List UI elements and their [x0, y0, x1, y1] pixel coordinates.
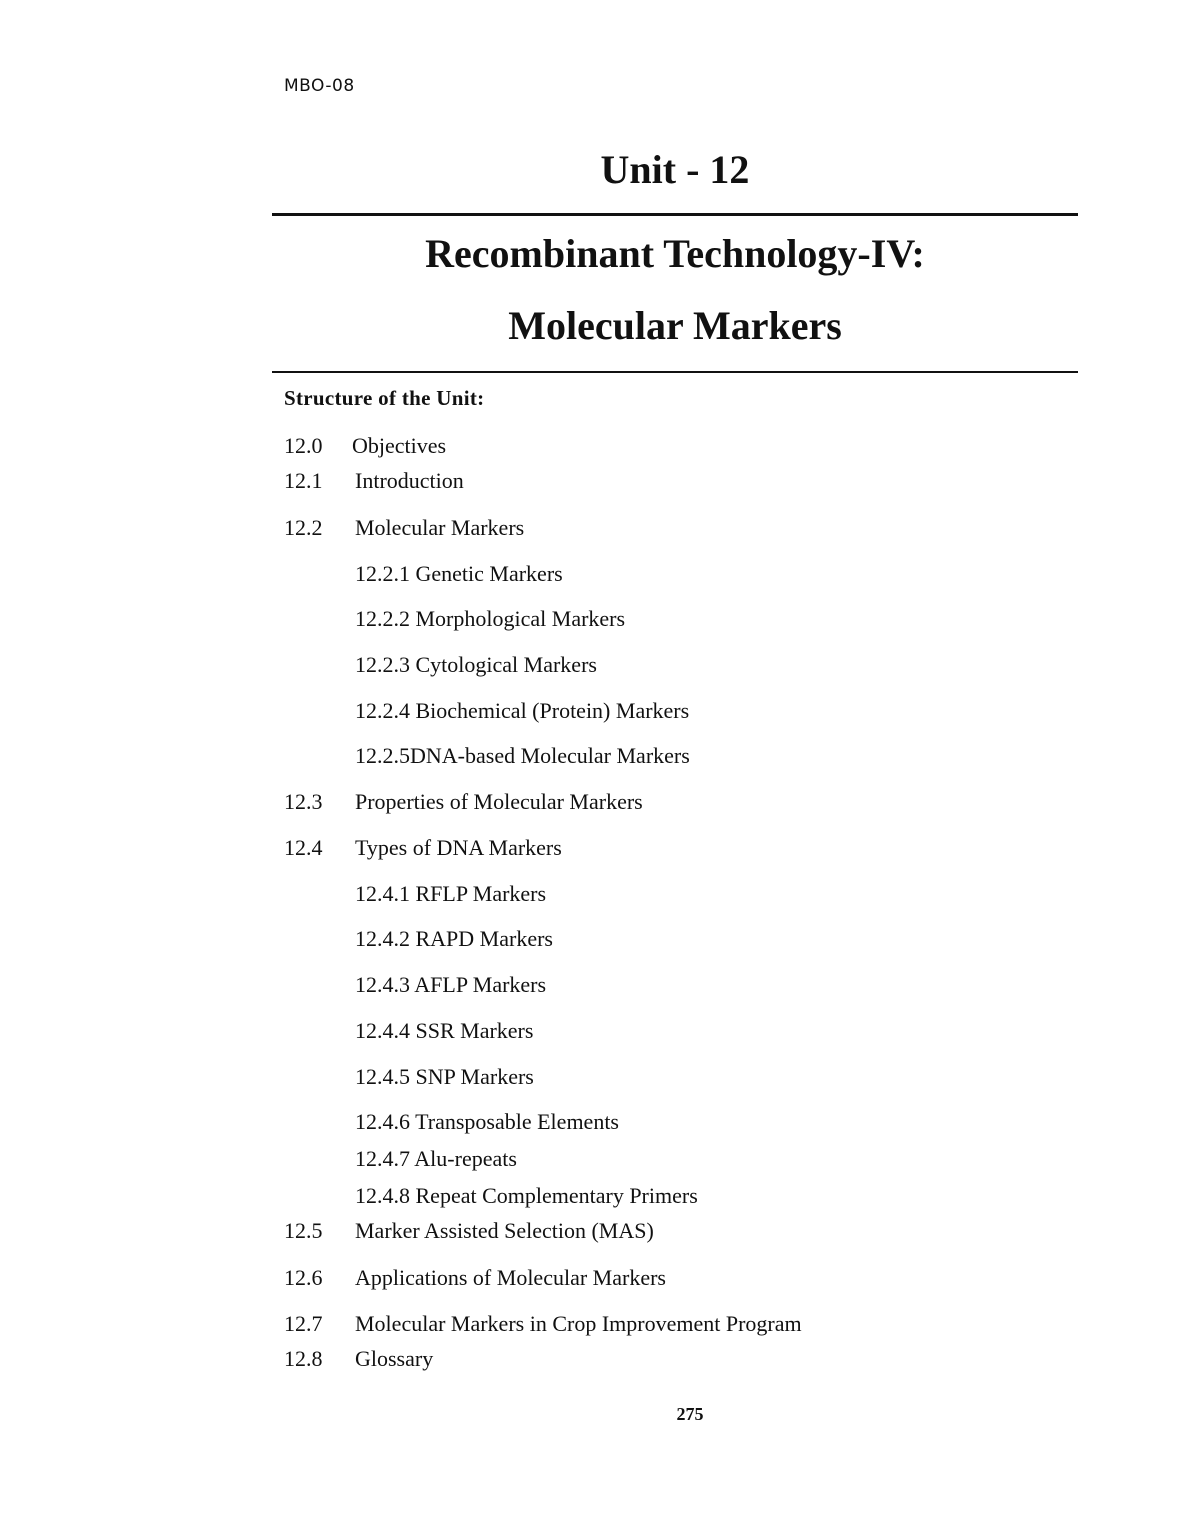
- unit-title-line-2: Molecular Markers: [508, 303, 842, 348]
- toc-number: 12.6: [284, 1265, 323, 1290]
- toc-number: 12.7: [284, 1311, 323, 1336]
- unit-heading: Unit - 12: [600, 147, 750, 192]
- toc-number: 12.1: [284, 468, 323, 493]
- structure-label: Structure of the Unit:: [284, 386, 485, 410]
- heading-rule-bottom: [272, 371, 1078, 373]
- toc-number: 12.8: [284, 1346, 323, 1371]
- toc-subentry-12-4-8: 12.4.8 Repeat Complementary Primers: [355, 1183, 698, 1208]
- toc-label: Introduction: [355, 468, 464, 493]
- toc-subentry-12-4-2: 12.4.2 RAPD Markers: [355, 926, 553, 951]
- toc-label: Molecular Markers in Crop Improvement Program: [355, 1311, 802, 1336]
- toc-subentry-12-2-4: 12.2.4 Biochemical (Protein) Markers: [355, 698, 690, 723]
- toc-subentry-12-2-2: 12.2.2 Morphological Markers: [355, 606, 626, 631]
- toc-subentry-12-4-1: 12.4.1 RFLP Markers: [355, 881, 547, 906]
- toc-label: Objectives: [352, 433, 447, 458]
- toc-label: Marker Assisted Selection (MAS): [355, 1218, 654, 1243]
- toc-label: Molecular Markers: [355, 515, 525, 540]
- toc-subentry-12-2-3: 12.2.3 Cytological Markers: [355, 652, 597, 677]
- toc-number: 12.4: [284, 835, 323, 860]
- toc-subentry-12-2-5: 12.2.5DNA-based Molecular Markers: [355, 743, 690, 768]
- unit-title-line-1: Recombinant Technology-IV:: [425, 231, 925, 276]
- toc-subentry-12-4-3: 12.4.3 AFLP Markers: [355, 972, 547, 997]
- toc-label: Types of DNA Markers: [355, 835, 562, 860]
- toc-label: Glossary: [355, 1346, 434, 1371]
- toc-label: Applications of Molecular Markers: [355, 1265, 666, 1290]
- toc-number: 12.5: [284, 1218, 323, 1243]
- toc-number: 12.0: [284, 433, 323, 458]
- toc-subentry-12-4-7: 12.4.7 Alu-repeats: [355, 1146, 517, 1171]
- heading-rule-top: [272, 213, 1078, 216]
- page-number: 275: [676, 1404, 704, 1424]
- toc-subentry-12-4-4: 12.4.4 SSR Markers: [355, 1018, 534, 1043]
- toc-label: Properties of Molecular Markers: [355, 789, 643, 814]
- toc-subentry-12-4-5: 12.4.5 SNP Markers: [355, 1064, 534, 1089]
- page-code: MBO-08: [284, 76, 355, 96]
- toc-subentry-12-2-1: 12.2.1 Genetic Markers: [355, 561, 563, 586]
- toc-subentry-12-4-6: 12.4.6 Transposable Elements: [355, 1109, 619, 1134]
- toc-number: 12.3: [284, 789, 323, 814]
- toc-number: 12.2: [284, 515, 323, 540]
